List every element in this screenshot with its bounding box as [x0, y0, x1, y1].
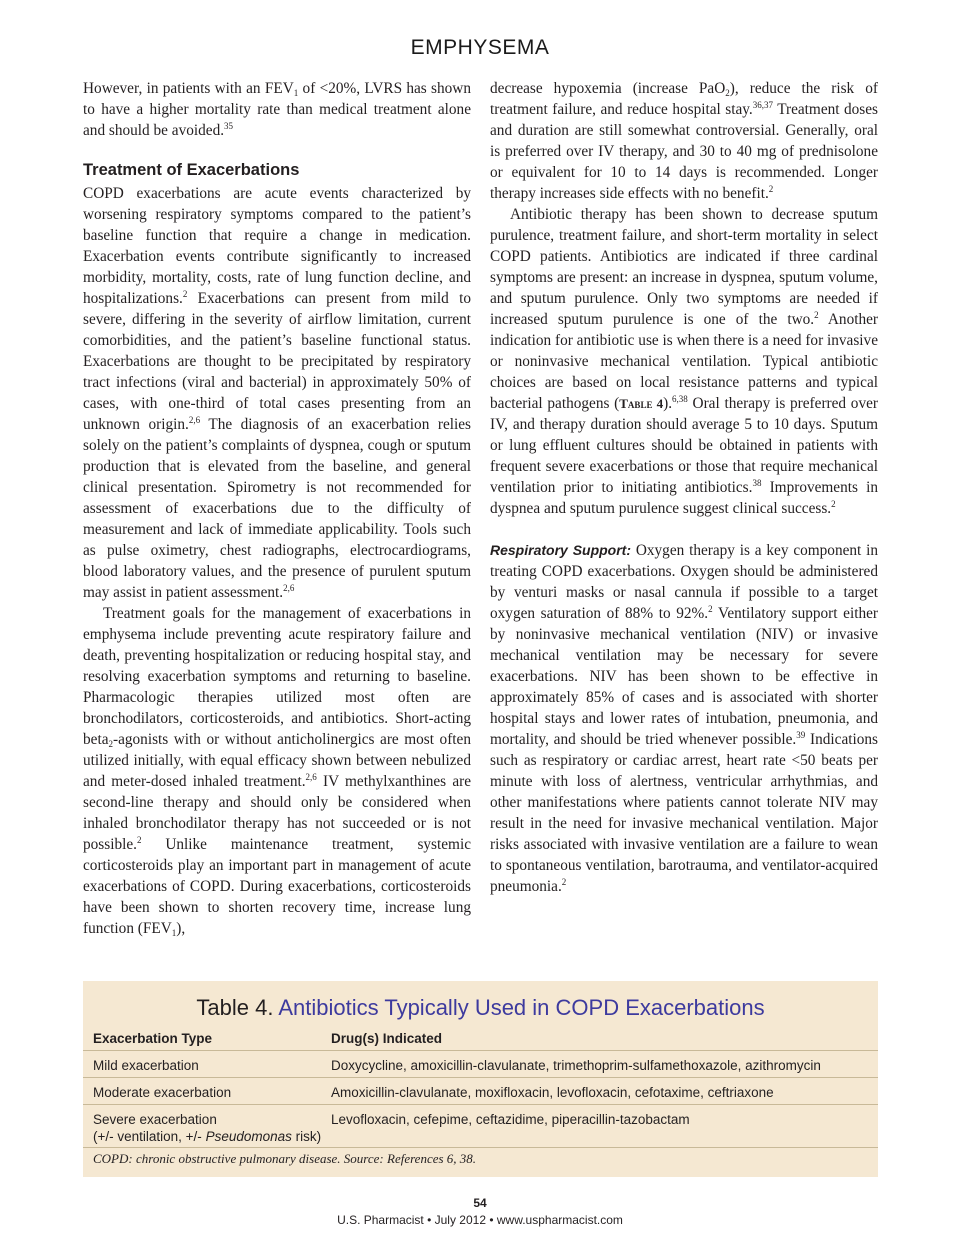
column-header-exacerbation-type: Exacerbation Type — [93, 1031, 213, 1046]
table-4-reference: Table 4 — [619, 396, 664, 411]
intro-paragraph: However, in patients with an $FEV_1$ of <20%, LVRS has shown to have a higher mortality rate than medical treatment alone and should be avoided.$^{35}$ — [83, 80, 472, 139]
exacerbation-paragraph: COPD exacerbations are acute events characterized by worsening respiratory symptoms compared to the patient’s baseline function that require a change in medication. Exacerbation events contribute significantly to increased morbidity, mortality, costs, rate of lung function decline, and hospitalizations.$^2$ Exacerbations can present from mild to severe, differing in the severity of airflow limitation, current comorbidities, and the patient’s baseline functional status. Exacerbations are thought to be precipitated by respiratory tract infections (viral and bacterial) in approximately 50% of cases, with one-third of total cases presenting from an unknown origin.$^{2,6}$ The diagnosis of an exacerbation relies solely on the patient’s complaints of dyspnea, cough or sputum production that is elevated from the baseline, and general clinical presentation. Spirometry is not recommended for assessment of exacerbations due to the difficulty of measurement and lack of immediate applicability. Tools such as pulse oximetry, chest radiographs, electrocardiograms, blood laboratory values, and the presence of purulent sputum may assist in patient assessment.$^{2,6}$ — [83, 185, 471, 601]
respiratory-support-subhead: Respiratory Support: — [490, 542, 632, 558]
publication-footer: U.S. Pharmacist • July 2012 • www.uspharmacist.com — [337, 1213, 623, 1227]
table-footnote: COPD: chronic obstructive pulmonary disease. Source: References 6, 38. — [93, 1151, 477, 1166]
antibiotic-paragraph: Antibiotic therapy has been shown to decrease sputum purulence, treatment failure, and short-term mortality in select COPD patients. Antibiotics are indicated if three cardinal symptoms are present: an increase in dyspnea, sputum volume, and sputum purulence. Only two symptoms are needed if increased sputum purulence is one of the two.$^2$ Another indication for antibiotic use is when there is a need for invasive or noninvasive mechanical ventilation. Typical antibiotic choices are based on local resistance patterns and typical bacterial pathogens (Table 4).$^{6,38}$ Oral therapy is preferred over IV, and therapy duration should average 5 to 10 days. Sputum or lung effluent cultures should be obtained in patients with frequent severe exacerbations or those that require mechanical ventilation prior to initiating antibiotics.$^{38}$ Improvements in dyspnea and sputum purulence suggest clinical success.$^2$ — [490, 206, 878, 517]
left-column — [83, 78, 471, 939]
right-column — [490, 78, 878, 897]
page-number: 54 — [473, 1196, 487, 1210]
column-header-drugs: Drug(s) Indicated — [331, 1031, 443, 1046]
running-header: EMPHYSEMA — [410, 36, 550, 59]
corticosteroid-paragraph: decrease hypoxemia (increase PaO$_2$), reduce the risk of treatment failure, and reduce hospital stay.$^{36,37}$ Treatment doses and duration are still somewhat controversial. Generally, oral is preferred over IV therapy, and 30 to 40 mg of prednisolone or equivalent for 10 to 14 days is recommended. Longer therapy increases side effects with no benefit.$^2$ — [490, 80, 879, 202]
section-heading: Treatment of Exacerbations — [83, 161, 300, 179]
respiratory-support-paragraph: Respiratory Support: Oxygen therapy is a key component in treating COPD exacerbations. Oxygen should be administered by venturi masks or nasal cannula if possible to a target oxygen saturation of 88% to 92%.$^2$ Ventilatory support either by noninvasive mechanical ventilation (NIV) or invasive mechanical ventilation may be necessary for severe exacerbations. NIV has been shown to be effective in approximately 85% of cases and is associated with shorter hospital stays and lower rates of intubation, pneumonia, and mortality, and should be tried whenever possible.$^{39}$ Indications such as respiratory or cardiac arrest, heart rate <50 beats per minute with loss of alertness, ventricular arrhythmias, and other manifestations where patients cannot tolerate NIV may result in the need for invasive mechanical ventilation. Major risks associated with invasive ventilation are a failure to wean to spontaneous ventilation, barotrauma, and ventilator-acquired pneumonia.$^2$ — [490, 542, 879, 895]
treatment-goals-paragraph: Treatment goals for the management of exacerbations in emphysema include preventing acute respiratory failure and death, preventing hospitalization or reducing hospital stay, and resolving exacerbation symptoms and returning to baseline. Pharmacologic therapies utilized most often are bronchodilators, corticosteroids, and antibiotics. Short-acting beta$_2$-agonists with or without anticholinergics are most often utilized initially, with equal efficacy shown between nebulized and meter-dosed inhaled treatment.$^{2,6}$ IV methylxanthines are second-line therapy and should only be considered when inhaled bronchodilator therapy has not succeeded or is not possible.$^2$ Unlike maintenance treatment, systemic corticosteroids play an important part in management of acute exacerbations of COPD. During exacerbations, corticosteroids have been shown to shorten recovery time, increase lung function $(FEV_1)$, — [83, 605, 471, 938]
table-title: Table 4. Antibiotics Typically Used in COPD Exacerbations — [196, 995, 765, 1020]
antibiotics-table: Table 4. Antibiotics Typically Used in COPD Exacerbations Exacerbation Type Drug(s) Indicated Mild exacerbation Doxycycline, amoxicillin-clavulanate, trimethoprim-sulfamethoxazole, azithromycin Moderate exacerbation Amoxicillin-clavulanate, moxifloxacin, levofloxacin, cefotaxime, ceftriaxone Severe exacerbation (+/- ventilation, +/- Pseudomonas risk) Levofloxacin, cefepime, ceftazidime, piperacillin-tazobactam COPD: chronic obstructive pulmonary disease. Source: References 6, 38. — [83, 981, 878, 1177]
